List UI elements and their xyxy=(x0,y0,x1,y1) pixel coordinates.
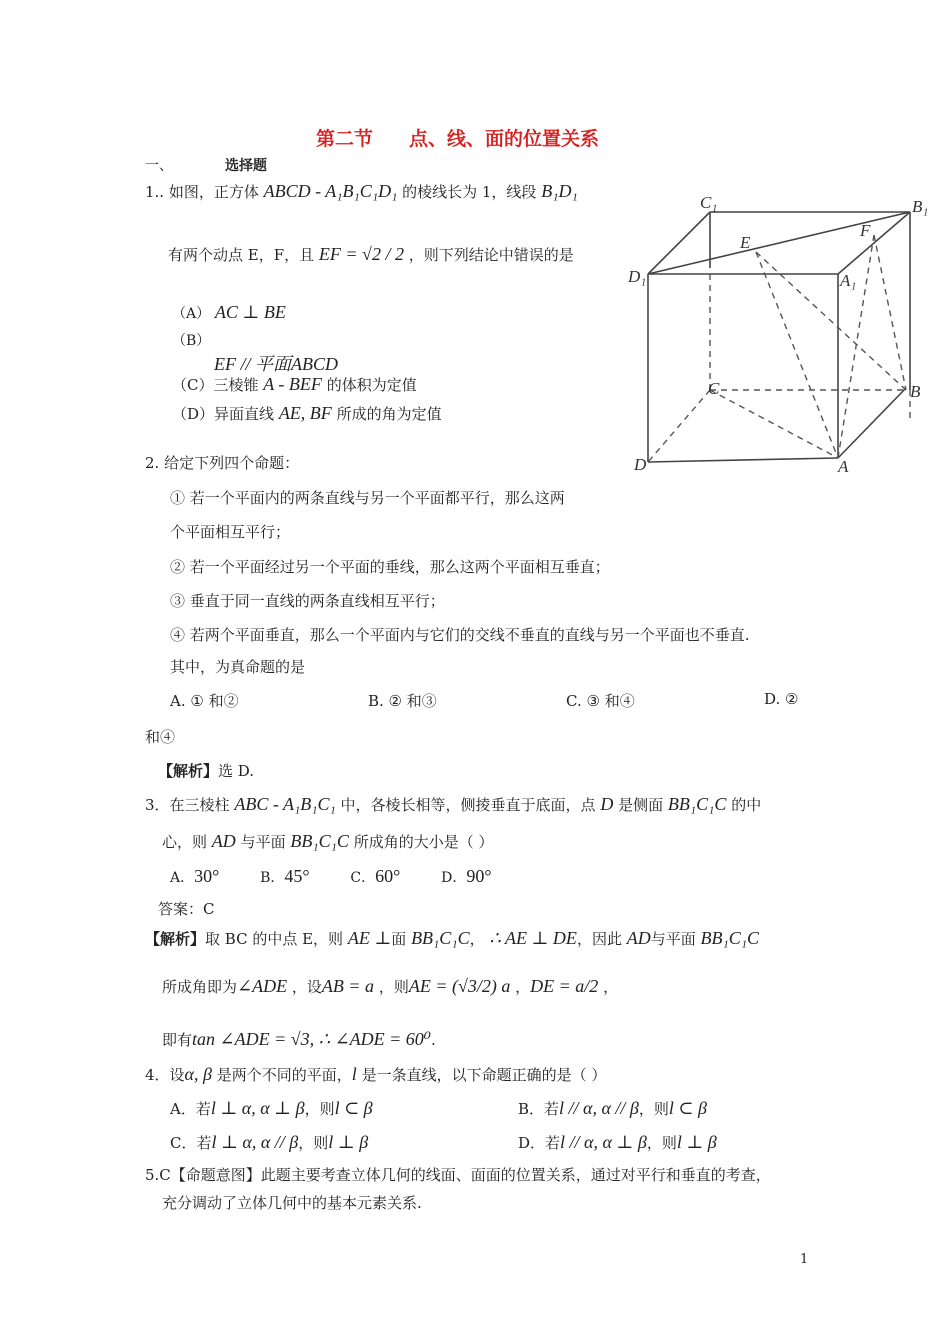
q1-stem: 1.. 如图，正方体 ABCD - A₁B₁C₁D₁ 的棱线长为 1，线段 B₁D₁ xyxy=(145,181,578,201)
page-title xyxy=(316,124,599,151)
label-a1: A₁ xyxy=(840,271,857,290)
q2-prop-4: ④ 若两个平面垂直，那么一个平面内与它们的交线不垂直的直线与另一个平面也不垂直. xyxy=(170,626,750,644)
q3-answer: 答案：C xyxy=(158,900,215,918)
q2-prop-3: ③ 垂直于同一直线的两条直线相互平行； xyxy=(170,592,445,610)
q2-analysis: 【解析】选 D. xyxy=(158,762,255,780)
label-f: F xyxy=(860,221,871,240)
label-d: D xyxy=(634,455,647,474)
q2-option-c: C. ③ 和④ xyxy=(566,692,635,710)
q4-stem: 4．设α, β 是两个不同的平面，l 是一条直线，以下命题正确的是（ ） xyxy=(145,1064,607,1084)
cube-name: ABCD - A₁B₁C₁D₁ xyxy=(263,181,398,201)
section-number: 一、 xyxy=(145,158,173,174)
q2-prop-1b: 个平面相互平行； xyxy=(170,523,291,541)
label-e: E xyxy=(740,233,751,252)
title-topic: 点、线、面的位置关系 xyxy=(409,128,600,150)
label-c: C xyxy=(708,379,720,398)
q3-line1: 3．在三棱柱 ABC - A₁B₁C₁ 中，各棱长相等，侧掕垂直于底面，点 D 是侧面 BB₁C₁C 的中 xyxy=(145,794,762,814)
title-section: 第二节 xyxy=(316,128,374,150)
q4-option-c: C．若l ⊥ α, α // β，则l ⊥ β xyxy=(170,1132,369,1152)
q1-option-c: （C）三棱锥 A - BEF 的体积为定值 xyxy=(172,374,417,394)
q2-option-a: A. ① 和② xyxy=(170,692,239,710)
q2-option-b: B. ② 和③ xyxy=(368,692,437,710)
q3-line2: 心，则 AD 与平面 BB₁C₁C 所成角的大小是（ ） xyxy=(162,831,494,851)
label-b1: B₁ xyxy=(912,197,929,216)
q2-option-d-cont: 和④ xyxy=(145,728,176,746)
q2-prop-2: ② 若一个平面经过另一个平面的垂线，那么这两个平面相互垂直； xyxy=(170,558,610,576)
label-a: A xyxy=(838,457,849,476)
label-b: B xyxy=(910,382,921,401)
q3-analysis-2: 所成角即为∠ADE ，设AB = a ，则AE = (√3/2) a ，DE = a/2 ， xyxy=(162,976,619,996)
q1-option-a: （A） AC ⊥ BE xyxy=(172,302,286,322)
cube-figure xyxy=(628,190,938,480)
page-number: 1 xyxy=(800,1252,809,1267)
q4-option-b: B．若l // α, α // β，则l ⊂ β xyxy=(518,1098,707,1118)
q4-option-d: D．若l // α, α ⊥ β，则l ⊥ β xyxy=(518,1132,717,1152)
section-heading xyxy=(145,155,267,175)
q5-line2: 充分调动了立体几何中的基本元素关系. xyxy=(162,1194,422,1212)
q1-line2: 有两个动点 E，F，且 EF = √2 / 2 ，则下列结论中错误的是 xyxy=(168,244,574,264)
q5-line1: 5.C【命题意图】此题主要考查立体几何的线面、面面的位置关系，通过对平行和垂直的考查， xyxy=(145,1166,771,1184)
q2-option-d: D. ② xyxy=(764,690,799,708)
q3-analysis-3: 即有tan ∠ADE = √3, ∴ ∠ADE = 60⁰. xyxy=(162,1029,436,1049)
segment-name: B₁D₁ xyxy=(541,181,578,201)
q1-option-d: （D）异面直线 AE, BF 所成的角为定值 xyxy=(172,403,442,423)
ef-length: EF = √2 / 2 xyxy=(318,244,404,264)
q2-ask: 其中，为真命题的是 xyxy=(170,658,306,676)
section-label: 选择题 xyxy=(225,158,267,174)
q1-option-b: （B） EF // 平面ABCD xyxy=(172,333,338,374)
label-c1: C₁ xyxy=(700,193,718,212)
q3-options: A．30° B．45° C．60° D．90° xyxy=(170,866,492,886)
q3-analysis-1: 【解析】取 BC 的中点 E，则 AE ⊥面 BB₁C₁C， ∴ AE ⊥ DE，因此 AD与平面 BB₁C₁C xyxy=(145,928,760,948)
q2-stem: 2. 给定下列四个命题： xyxy=(145,454,300,472)
label-d1: D₁ xyxy=(628,267,647,286)
q2-prop-1a: ① 若一个平面内的两条直线与另一个平面都平行，那么这两 xyxy=(170,489,565,507)
q4-option-a: A．若l ⊥ α, α ⊥ β，则l ⊂ β xyxy=(170,1098,373,1118)
